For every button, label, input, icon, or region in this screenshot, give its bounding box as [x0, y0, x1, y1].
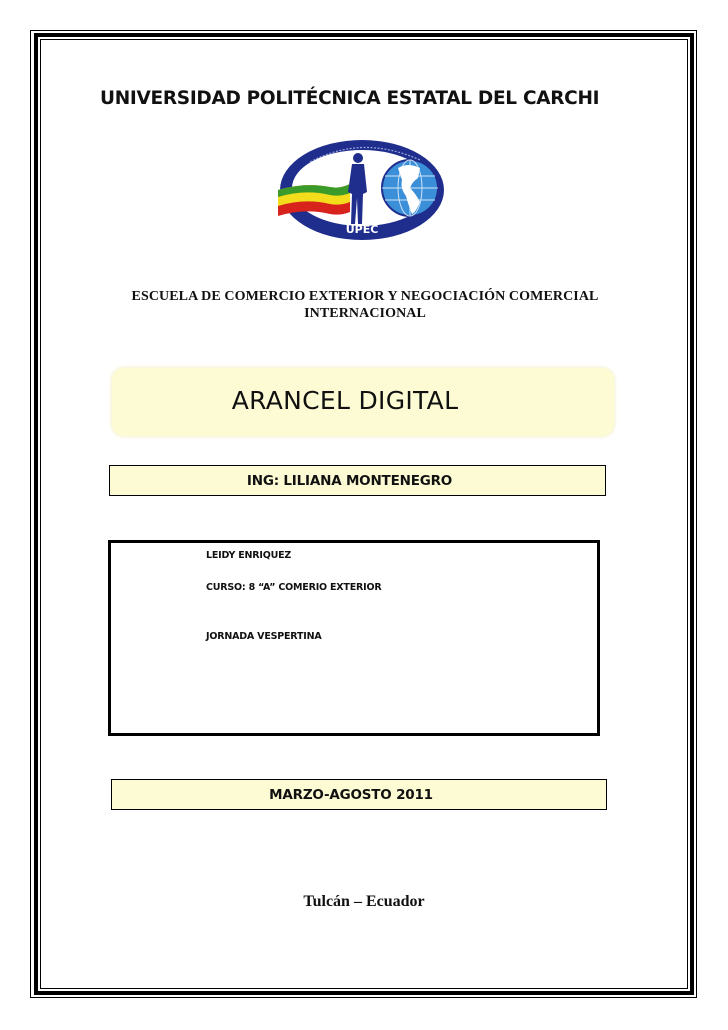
student-info-box [108, 540, 600, 736]
document-title: ARANCEL DIGITAL [231, 385, 459, 415]
location: Tulcán – Ecuador [303, 893, 425, 910]
period-box [111, 779, 607, 810]
instructor-box [109, 465, 606, 496]
school-name-line2: INTERNACIONAL [304, 306, 426, 321]
instructor-name: ING: LILIANA MONTENEGRO [246, 472, 453, 489]
svg-text:UPEC: UPEC [345, 223, 379, 236]
student-name: LEIDY ENRIQUEZ [206, 550, 292, 561]
academic-period: MARZO-AGOSTO 2011 [269, 786, 433, 803]
university-title: UNIVERSIDAD POLITÉCNICA ESTATAL DEL CARCHI [100, 88, 600, 109]
upec-logo-icon [270, 132, 454, 248]
school-name-line1: ESCUELA DE COMERCIO EXTERIOR Y NEGOCIACIÓN COMERCIAL [131, 289, 599, 304]
school-name [112, 288, 618, 322]
student-course: CURSO: 8 “A” COMERIO EXTERIOR [206, 582, 382, 593]
title-box [112, 368, 614, 436]
student-shift: JORNADA VESPERTINA [206, 631, 322, 642]
